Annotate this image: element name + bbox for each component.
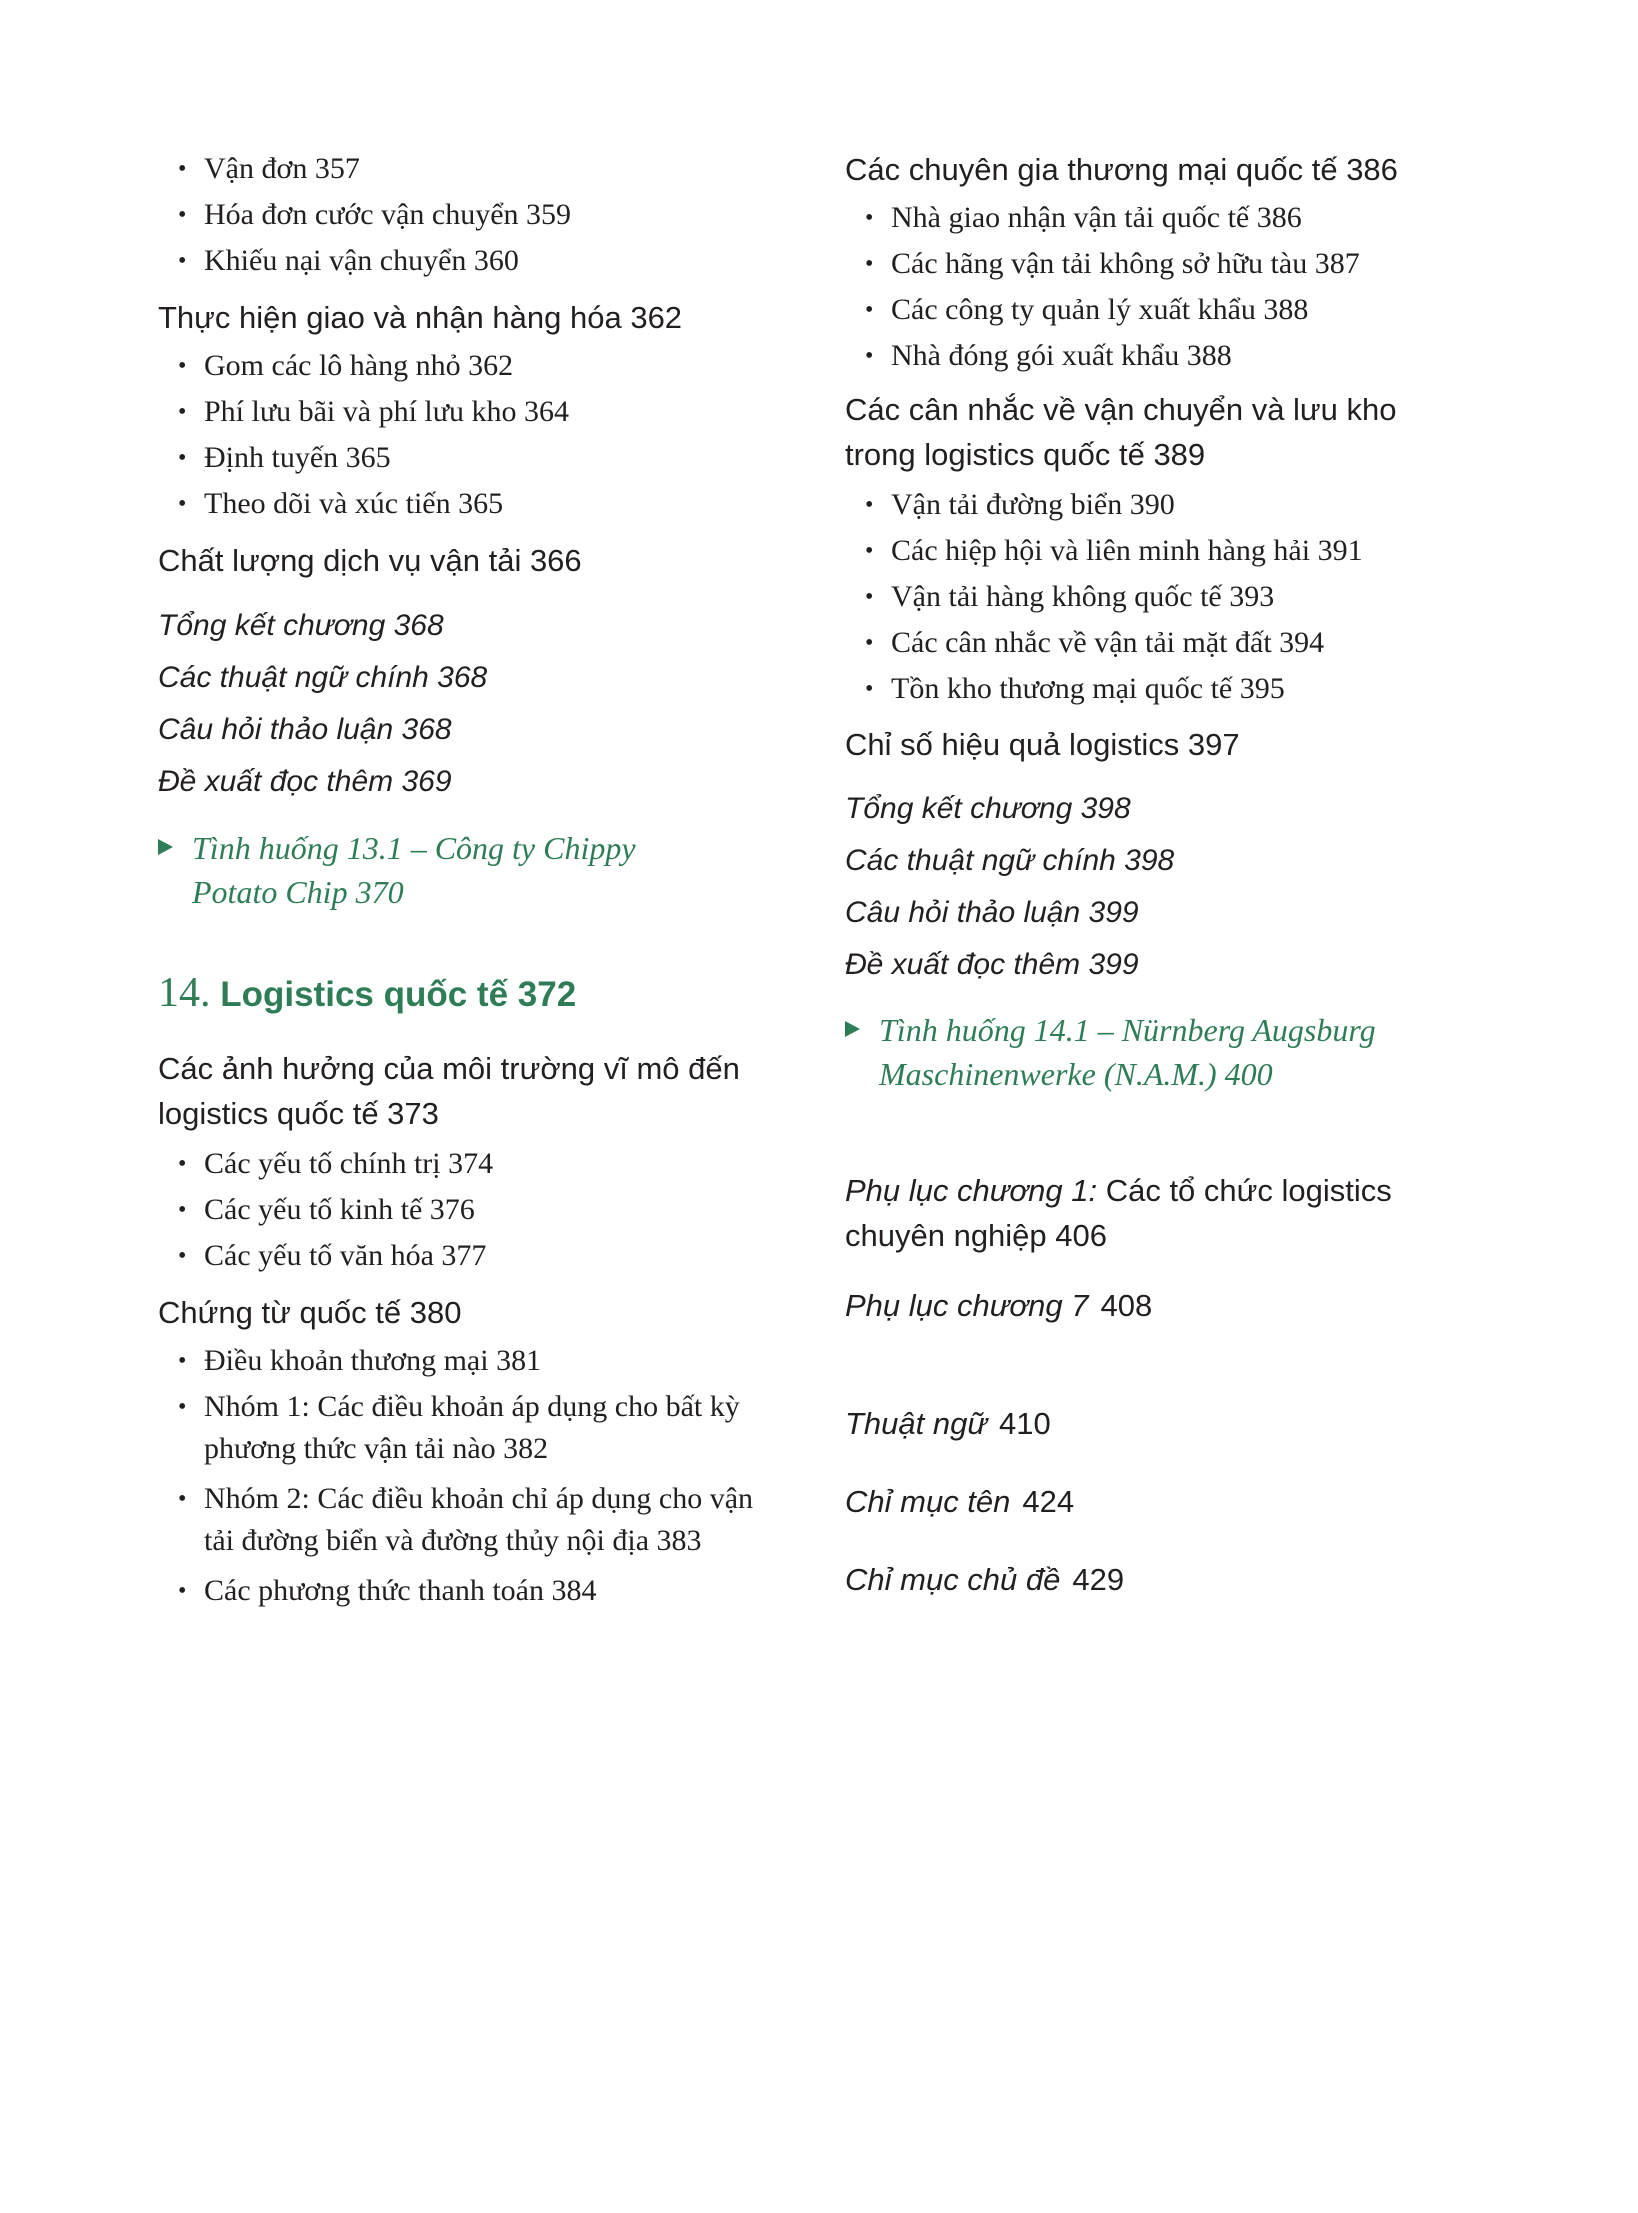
bullet-icon: • xyxy=(865,205,874,231)
toc-subentry[interactable]: • Vận đơn 357 xyxy=(158,148,360,190)
bullet-icon: • xyxy=(178,1486,187,1512)
bullet-icon: • xyxy=(178,202,187,228)
toc-subentry[interactable]: • Nhóm 1: Các điều khoản áp dụng cho bất kỳ phương thức vận tải nào 382 xyxy=(158,1386,740,1470)
toc-section-entry[interactable]: Các cân nhắc về vận chuyển và lưu kho trong logistics quốc tế 389 xyxy=(845,392,1397,472)
toc-chapter-heading[interactable] xyxy=(158,968,576,1020)
bullet-icon: • xyxy=(178,1197,187,1223)
bullet-icon: • xyxy=(865,676,874,702)
bullet-icon: • xyxy=(178,353,187,379)
toc-subentry[interactable]: • Các cân nhắc về vận tải mặt đất 394 xyxy=(845,622,1324,664)
toc-section-entry[interactable]: Các ảnh hưởng của môi trường vĩ mô đến logistics quốc tế 373 xyxy=(158,1051,740,1131)
toc-subentry[interactable]: • Các yếu tố văn hóa 377 xyxy=(158,1235,486,1277)
toc-subentry[interactable]: • Vận tải hàng không quốc tế 393 xyxy=(845,576,1274,618)
toc-endmatter-entry[interactable]: Câu hỏi thảo luận 368 xyxy=(158,713,452,746)
triangle-marker-icon xyxy=(845,1021,860,1037)
bullet-icon: • xyxy=(178,156,187,182)
bullet-icon: • xyxy=(178,1394,187,1420)
toc-appendix-entry[interactable]: Phụ lục chương 7 408 xyxy=(845,1288,1153,1323)
bullet-icon: • xyxy=(178,1348,187,1374)
toc-subentry[interactable]: • Nhóm 2: Các điều khoản chỉ áp dụng cho vận tải đường biển và đường thủy nội địa 383 xyxy=(158,1478,753,1562)
bullet-icon: • xyxy=(865,630,874,656)
toc-subentry[interactable]: • Các yếu tố kinh tế 376 xyxy=(158,1189,475,1231)
toc-endmatter-entry[interactable]: Các thuật ngữ chính 398 xyxy=(845,844,1175,877)
toc-subject-index-entry[interactable]: Chỉ mục chủ đề 429 xyxy=(845,1562,1125,1597)
toc-subentry[interactable]: • Các phương thức thanh toán 384 xyxy=(158,1570,596,1612)
chapter-number: 14. xyxy=(158,970,211,1016)
toc-section-entry[interactable]: Các chuyên gia thương mại quốc tế 386 xyxy=(845,152,1398,187)
toc-case-study-entry[interactable]: Tình huống 14.1 – Nürnberg Augsburg Maschinenwerke (N.A.M.) 400 xyxy=(845,1008,1376,1096)
bullet-icon: • xyxy=(178,491,187,517)
toc-glossary-entry[interactable]: Thuật ngữ 410 xyxy=(845,1406,1051,1441)
triangle-marker-icon xyxy=(158,839,173,855)
chapter-title: Logistics quốc tế 372 xyxy=(220,975,577,1014)
toc-endmatter-entry[interactable]: Các thuật ngữ chính 368 xyxy=(158,661,488,694)
toc-appendix-entry[interactable]: Phụ lục chương 1: Các tổ chức logistics chuyên nghiệp 406 xyxy=(845,1173,1392,1253)
bullet-icon: • xyxy=(865,584,874,610)
toc-subentry[interactable]: • Hóa đơn cước vận chuyển 359 xyxy=(158,194,571,236)
bullet-icon: • xyxy=(178,445,187,471)
toc-endmatter-entry[interactable]: Tổng kết chương 398 xyxy=(845,792,1131,825)
toc-case-study-entry[interactable]: Tình huống 13.1 – Công ty Chippy Potato Chip 370 xyxy=(158,826,636,914)
bullet-icon: • xyxy=(178,1151,187,1177)
bullet-icon: • xyxy=(865,297,874,323)
toc-section-entry[interactable]: Chứng từ quốc tế 380 xyxy=(158,1295,462,1330)
bullet-icon: • xyxy=(865,492,874,518)
toc-subentry[interactable]: • Điều khoản thương mại 381 xyxy=(158,1340,541,1382)
toc-endmatter-entry[interactable]: Đề xuất đọc thêm 399 xyxy=(845,948,1139,981)
bullet-icon: • xyxy=(178,1243,187,1269)
bullet-icon: • xyxy=(178,399,187,425)
toc-endmatter-entry[interactable]: Đề xuất đọc thêm 369 xyxy=(158,765,452,798)
toc-subentry[interactable]: • Tồn kho thương mại quốc tế 395 xyxy=(845,668,1285,710)
toc-name-index-entry[interactable]: Chỉ mục tên 424 xyxy=(845,1484,1075,1519)
toc-subentry[interactable]: • Các hiệp hội và liên minh hàng hải 391 xyxy=(845,530,1363,572)
bullet-icon: • xyxy=(178,1578,187,1604)
toc-subentry[interactable]: • Vận tải đường biển 390 xyxy=(845,484,1175,526)
toc-endmatter-entry[interactable]: Tổng kết chương 368 xyxy=(158,609,444,642)
toc-subentry[interactable]: • Các yếu tố chính trị 374 xyxy=(158,1143,493,1185)
bullet-icon: • xyxy=(865,343,874,369)
toc-section-entry[interactable]: Chất lượng dịch vụ vận tải 366 xyxy=(158,543,582,578)
bullet-icon: • xyxy=(865,538,874,564)
bullet-icon: • xyxy=(865,251,874,277)
toc-subentry[interactable]: • Gom các lô hàng nhỏ 362 xyxy=(158,345,513,387)
toc-subentry[interactable]: • Nhà giao nhận vận tải quốc tế 386 xyxy=(845,197,1302,239)
toc-subentry[interactable]: • Các hãng vận tải không sở hữu tàu 387 xyxy=(845,243,1360,285)
toc-subentry[interactable]: • Định tuyến 365 xyxy=(158,437,391,479)
toc-section-entry[interactable]: Chỉ số hiệu quả logistics 397 xyxy=(845,727,1240,762)
toc-section-entry[interactable]: Thực hiện giao và nhận hàng hóa 362 xyxy=(158,300,683,335)
toc-subentry[interactable]: • Các công ty quản lý xuất khẩu 388 xyxy=(845,289,1308,331)
bullet-icon: • xyxy=(178,248,187,274)
toc-subentry[interactable]: • Nhà đóng gói xuất khẩu 388 xyxy=(845,335,1232,377)
toc-subentry[interactable]: • Khiếu nại vận chuyển 360 xyxy=(158,240,519,282)
toc-endmatter-entry[interactable]: Câu hỏi thảo luận 399 xyxy=(845,896,1139,929)
toc-subentry[interactable]: • Phí lưu bãi và phí lưu kho 364 xyxy=(158,391,569,433)
toc-subentry[interactable]: • Theo dõi và xúc tiến 365 xyxy=(158,483,503,525)
